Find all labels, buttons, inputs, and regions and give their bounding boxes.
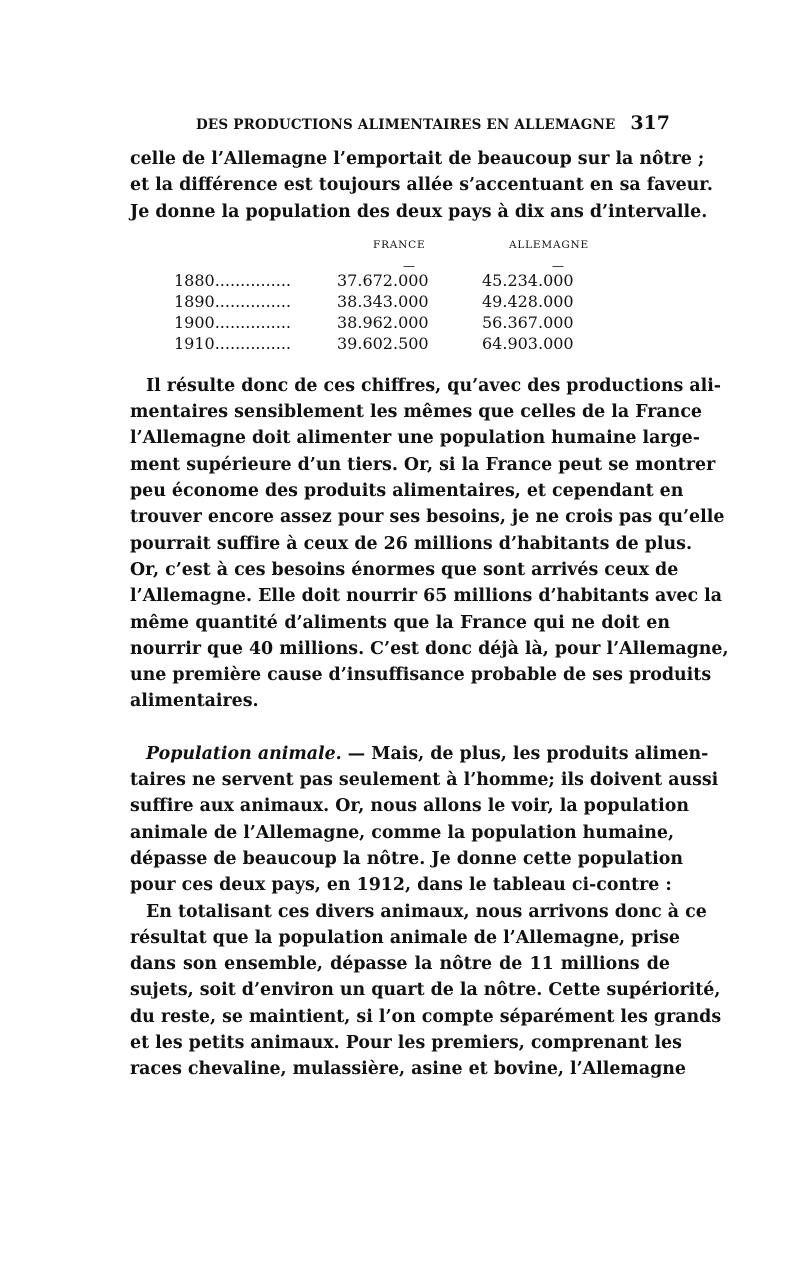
text-line: pourrait suffire à ceux de 26 millions d’habitants de plus. bbox=[130, 533, 693, 554]
text-line: Or, c’est à ces besoins énormes que sont arrivés ceux de bbox=[130, 559, 679, 580]
text-line: celle de l’Allemagne l’emportait de beaucoup sur la nôtre ; bbox=[130, 149, 705, 169]
table-row bbox=[174, 270, 574, 290]
population-table bbox=[130, 239, 670, 355]
text-line: Je donne la population des deux pays à dix ans d’intervalle. bbox=[130, 201, 708, 222]
lead-continuation: — Mais, de plus, les produits alimen- bbox=[341, 743, 709, 764]
running-header bbox=[130, 112, 670, 146]
text-line: du reste, se maintient, si l’on compte séparément les grands bbox=[130, 1006, 722, 1027]
france-value: 39.602.500 bbox=[337, 333, 429, 353]
text-line: suffire aux animaux. Or, nous allons le voir, la population bbox=[130, 796, 689, 817]
column-header-allemagne: ALLEMAGNE bbox=[509, 238, 589, 251]
text-line: mentaires sensiblement les mêmes que celles de la France bbox=[130, 402, 702, 423]
text-line bbox=[130, 741, 709, 767]
column-header-france: FRANCE bbox=[373, 238, 426, 251]
running-title: DES PRODUCTIONS ALIMENTAIRES EN ALLEMAGNE bbox=[196, 117, 616, 133]
text-line: nourrir que 40 millions. C’est donc déjà là, pour l’Allemagne, bbox=[130, 638, 729, 659]
table-row bbox=[174, 333, 574, 353]
text-line: une première cause d’insuffisance probable de ses produits bbox=[130, 665, 712, 686]
allemagne-value: 64.903.000 bbox=[482, 333, 574, 353]
text-line: même quantité d’aliments que la France qui ne doit en bbox=[130, 612, 670, 633]
text-line: ment supérieure d’un tiers. Or, si la France peut se montrer bbox=[130, 454, 716, 475]
allemagne-value: 49.428.000 bbox=[482, 291, 574, 311]
paragraph-animal-totals bbox=[130, 899, 722, 1083]
text-line: dans son ensemble, dépasse la nôtre de 11 millions de bbox=[130, 954, 670, 975]
text-line: l’Allemagne doit alimenter une population humaine large- bbox=[130, 428, 700, 449]
text-line: trouver encore assez pour ses besoins, je ne crois pas qu’elle bbox=[130, 507, 725, 528]
text-line: pour ces deux pays, en 1912, dans le tableau ci-contre : bbox=[130, 875, 672, 896]
text-line: En totalisant ces divers animaux, nous arrivons donc à ce bbox=[146, 901, 707, 922]
text-line: et la différence est toujours allée s’accentuant en sa faveur. bbox=[130, 175, 713, 196]
section-lead: Population animale. bbox=[146, 743, 342, 764]
intro-paragraph bbox=[130, 146, 713, 225]
page-number: 317 bbox=[630, 112, 670, 134]
text-line: animale de l’Allemagne, comme la population humaine, bbox=[130, 822, 675, 843]
text-line: résultat que la population animale de l’Allemagne, prise bbox=[130, 927, 680, 948]
column-dash: — bbox=[552, 258, 564, 273]
table-row bbox=[174, 291, 574, 311]
text-line: et les petits animaux. Pour les premiers, comprenant les bbox=[130, 1033, 682, 1054]
text-line: l’Allemagne. Elle doit nourrir 65 millions d’habitants avec la bbox=[130, 586, 722, 607]
text-line: peu économe des produits alimentaires, et cependant en bbox=[130, 481, 684, 502]
france-value: 37.672.000 bbox=[337, 270, 429, 290]
allemagne-value: 56.367.000 bbox=[482, 312, 574, 332]
france-value: 38.343.000 bbox=[337, 291, 429, 311]
year-cell: 1900............... bbox=[174, 312, 292, 332]
table-row bbox=[174, 312, 574, 332]
text-line: taires ne servent pas seulement à l’homme; ils doivent aussi bbox=[130, 770, 719, 791]
paragraph-population-animale bbox=[130, 741, 719, 899]
text-line: races chevaline, mulassière, asine et bovine, l’Allemagne bbox=[130, 1059, 686, 1080]
page bbox=[130, 112, 729, 1083]
year-cell: 1880............... bbox=[174, 270, 292, 290]
text-line: alimentaires. bbox=[130, 691, 259, 712]
text-line: dépasse de beaucoup la nôtre. Je donne cette population bbox=[130, 848, 684, 869]
column-dash: — bbox=[403, 258, 415, 273]
text-line: sujets, soit d’environ un quart de la nôtre. Cette supériorité, bbox=[130, 980, 721, 1001]
allemagne-value: 45.234.000 bbox=[482, 270, 574, 290]
france-value: 38.962.000 bbox=[337, 312, 429, 332]
year-cell: 1910............... bbox=[174, 333, 292, 353]
paragraph-population-comparison bbox=[130, 373, 729, 715]
year-cell: 1890............... bbox=[174, 291, 292, 311]
text-line: Il résulte donc de ces chiffres, qu’avec des productions ali- bbox=[146, 375, 722, 396]
